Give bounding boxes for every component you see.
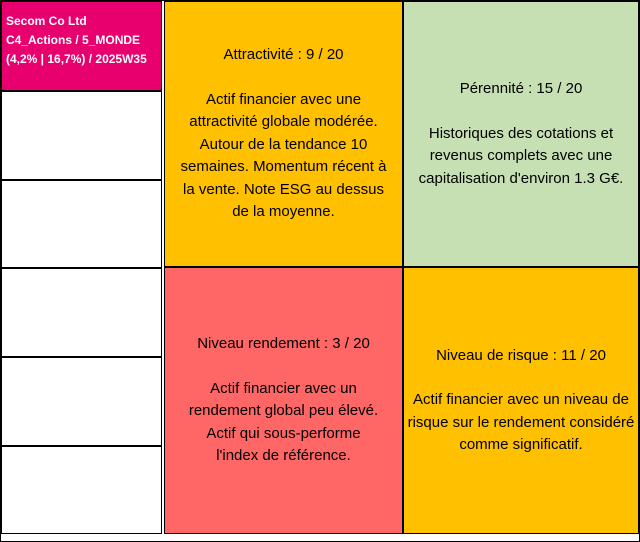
risque-description: Actif financier avec un niveau de risque sur le rendement considéré comme significatif. bbox=[407, 391, 635, 453]
rendement-title: Niveau rendement : 3 / 20 bbox=[197, 335, 370, 353]
perennite-title: Pérennité : 15 / 20 bbox=[459, 80, 583, 97]
perennite-description: Historiques des cotations et revenus complets avec une capitalisation d'environ 1.3 G€. bbox=[418, 124, 624, 187]
rendement-panel bbox=[164, 267, 403, 534]
empty-cell bbox=[1, 268, 162, 357]
asset-header-cell bbox=[1, 1, 162, 91]
risque-title: Niveau de risque : 11 / 20 bbox=[436, 346, 606, 364]
empty-cell bbox=[1, 446, 162, 534]
rendement-description: Actif financier avec un rendement global peu élevé. Actif qui sous-performe l'index de référence. bbox=[188, 379, 379, 465]
asset-category: C4_Actions / 5_MONDE bbox=[6, 33, 141, 47]
company-name: Secom Co Ltd bbox=[6, 14, 87, 28]
attractivite-panel bbox=[164, 1, 403, 267]
risque-panel bbox=[403, 267, 639, 534]
empty-cell bbox=[1, 357, 162, 446]
empty-cell bbox=[1, 91, 162, 180]
asset-stats: (4,2% | 16,7%) / 2025W35 bbox=[6, 52, 147, 66]
attractivite-title: Attractivité : 9 / 20 bbox=[223, 46, 344, 64]
perennite-panel bbox=[403, 1, 639, 267]
empty-cell bbox=[1, 180, 162, 268]
attractivite-description: Actif financier avec une attractivité globale modérée. Autour de la tendance 10 semaines. Momentum récent à la vente. Note ESG au dessus de la moyenne. bbox=[180, 90, 387, 221]
